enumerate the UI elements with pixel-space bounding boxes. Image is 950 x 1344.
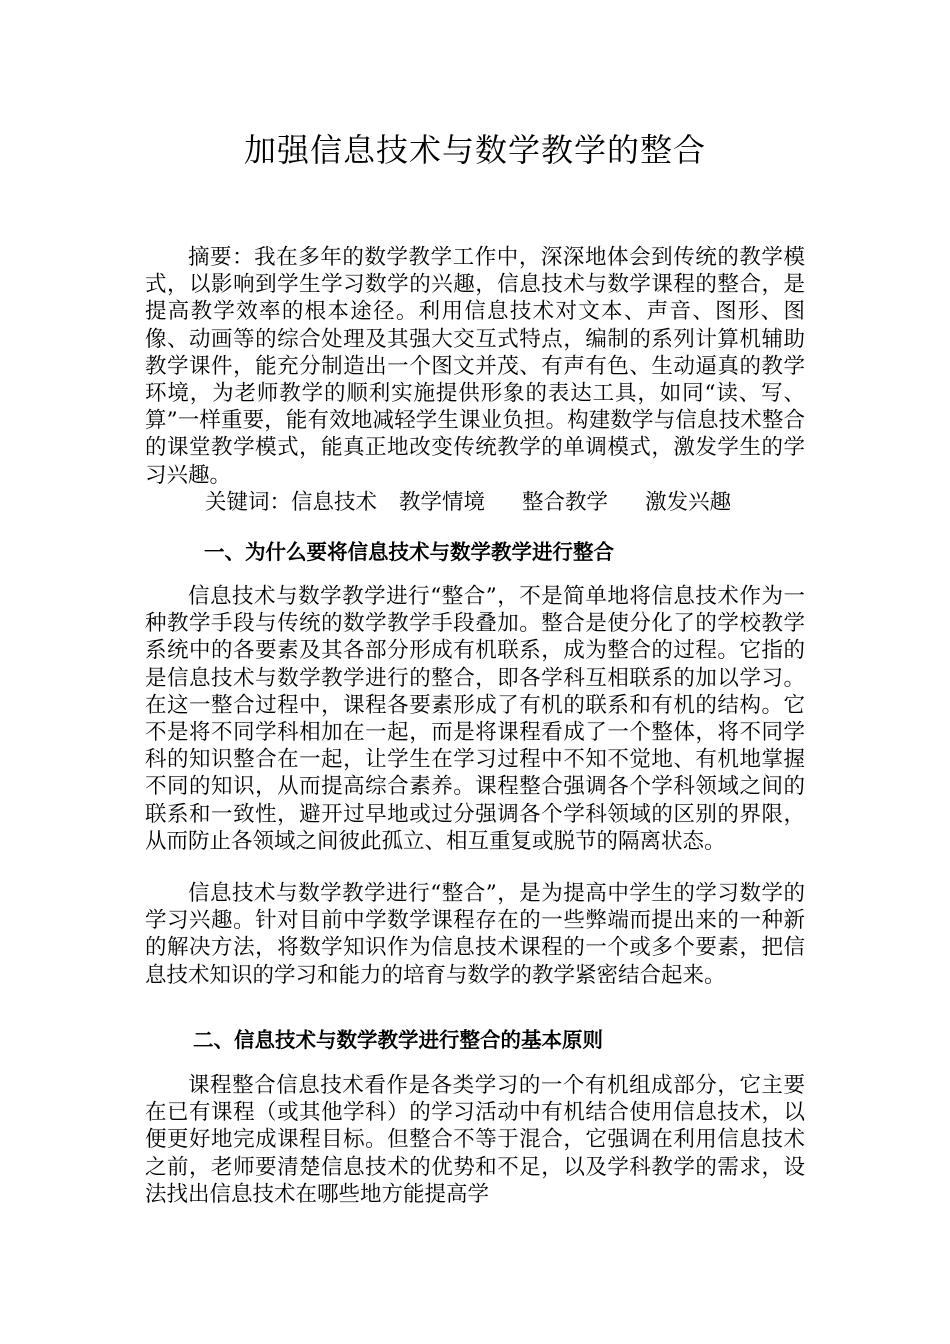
section1-paragraph-1: 信息技术与数学教学进行“整合”，不是简单地将信息技术作为一种教学手段与传统的数学教学手段叠加。整合是使分化了的学校教学系统中的各要素及其各部分形成有机联系，成为整合的过程。它指的是信息技术与数学教学进行的整合，即各学科互相联系的加以学习。在这一整合过程中，课程各要素形成了有机的联系和有机的结构。它不是将不同学科相加在一起，而是将课程看成了一个整体，将不同学科的知识整合在一起，让学生在学习过程中不知不觉地、有机地掌握不同的知识，从而提高综合素养。课程整合强调各个学科领域之间的联系和一致性，避开过早地或过分强调各个学科领域的区别的界限，从而防止各领域之间彼此孤立、相互重复或脱节的隔离状态。 (145, 584, 805, 854)
section-heading-2: 二、信息技术与数学教学进行整合的基本原则 (193, 1028, 603, 1052)
section-heading-1: 一、为什么要将信息技术与数学教学进行整合 (204, 540, 614, 564)
document-title: 加强信息技术与数学教学的整合 (243, 131, 706, 169)
keyword-item: 激发兴趣 (645, 490, 732, 515)
keyword-item: 教学情境 (399, 490, 486, 515)
section1-paragraph-2: 信息技术与数学教学进行“整合”，是为提高中学生的学习数学的学习兴趣。针对目前中学数学课程存在的一些弊端而提出来的一种新的解决方法，将数学知识作为信息技术课程的一个或多个要素，把信息技术知识的学习和能力的培育与数学的教学紧密结合起来。 (145, 881, 805, 988)
keyword-item: 整合教学 (522, 490, 609, 515)
keywords-label: 关键词： (205, 490, 292, 515)
keyword-item: 信息技术 (291, 490, 378, 515)
keywords-line (205, 489, 825, 517)
section2-paragraph-1: 课程整合信息技术看作是各类学习的一个有机组成部分，它主要在已有课程（或其他学科）的学习活动中有机结合使用信息技术，以便更好地完成课程目标。但整合不等于混合，它强调在利用信息技术之前，老师要清楚信息技术的优势和不足，以及学科教学的需求，设法找出信息技术在哪些地方能提高学 (145, 1073, 805, 1207)
abstract-paragraph: 摘要：我在多年的数学教学工作中，深深地体会到传统的教学模式，以影响到学生学习数学的兴趣，信息技术与数学课程的整合，是提高教学效率的根本途径。利用信息技术对文本、声音、图形、图像、动画等的综合处理及其强大交互式特点，编制的系列计算机辅助教学课件，能充分制造出一个图文并茂、有声有色、生动逼真的教学环境，为老师教学的顺利实施提供形象的表达工具，如同“读、写、算”一样重要，能有效地减轻学生课业负担。构建数学与信息技术整合的课堂教学模式，能真正地改变传统教学的单调模式，激发学生的学习兴趣。 (145, 245, 805, 488)
